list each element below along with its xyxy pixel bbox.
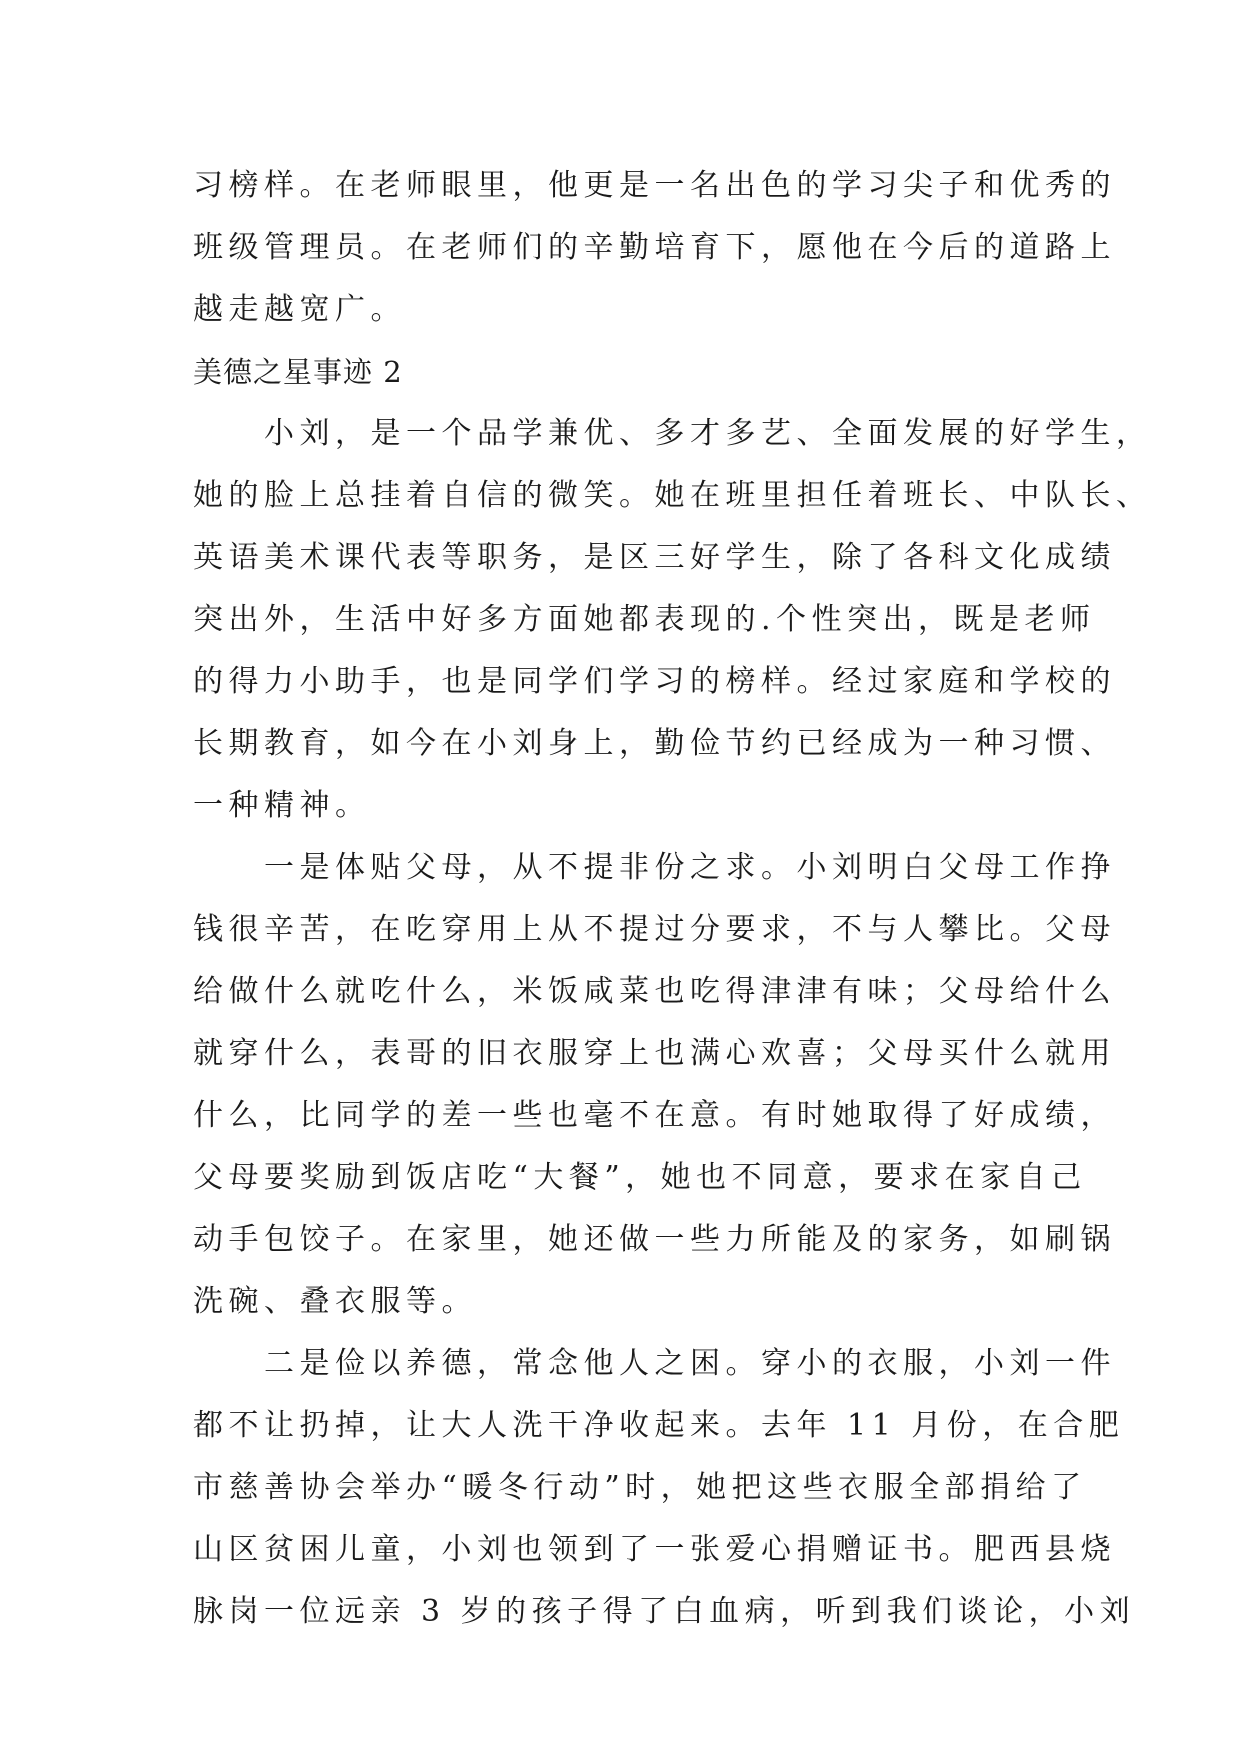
text-line: 的得力小助手，也是同学们学习的榜样。经过家庭和学校的 [193, 664, 1116, 699]
section-title: 美德之星事迹 2 [193, 355, 403, 389]
text-line: 英语美术课代表等职务，是区三好学生，除了各科文化成绩 [193, 540, 1116, 575]
text-line: 一是体贴父母，从不提非份之求。小刘明白父母工作挣 [193, 850, 1116, 885]
text-line: 都不让扔掉，让大人洗干净收起来。去年 11 月份，在合肥 [193, 1408, 1125, 1443]
text-line: 习榜样。在老师眼里，他更是一名出色的学习尖子和优秀的 [193, 168, 1116, 203]
text-line: 什么，比同学的差一些也毫不在意。有时她取得了好成绩， [193, 1098, 1116, 1133]
text-line: 她的脸上总挂着自信的微笑。她在班里担任着班长、中队长、 [193, 478, 1152, 513]
text-line: 就穿什么，表哥的旧衣服穿上也满心欢喜；父母买什么就用 [193, 1036, 1116, 1071]
paragraph-1 [193, 403, 1152, 837]
text-line: 突出外，生活中好多方面她都表现的.个性突出，既是老师 [193, 602, 1096, 637]
text-line: 二是俭以养德，常念他人之困。穿小的衣服，小刘一件 [193, 1346, 1116, 1381]
text-line: 长期教育，如今在小刘身上，勤俭节约已经成为一种习惯、 [193, 726, 1116, 761]
text-line: 父母要奖励到饭店吃“大餐”，她也不同意，要求在家自己 [193, 1160, 1087, 1195]
text-line: 越走越宽广。 [193, 292, 406, 327]
text-line: 给做什么就吃什么，米饭咸菜也吃得津津有味；父母给什么 [193, 974, 1116, 1009]
text-line: 洗碗、叠衣服等。 [193, 1284, 477, 1319]
text-line: 山区贫困儿童，小刘也领到了一张爱心捐赠证书。肥西县烧 [193, 1532, 1116, 1567]
text-line: 脉岗一位远亲 3 岁的孩子得了白血病，听到我们谈论，小刘 [193, 1594, 1136, 1629]
text-line: 班级管理员。在老师们的辛勤培育下，愿他在今后的道路上 [193, 230, 1116, 265]
text-line: 动手包饺子。在家里，她还做一些力所能及的家务，如刷锅 [193, 1222, 1116, 1257]
paragraph-3 [193, 1333, 1136, 1643]
text-line: 小刘，是一个品学兼优、多才多艺、全面发展的好学生， [193, 416, 1152, 451]
text-line: 钱很辛苦，在吃穿用上从不提过分要求，不与人攀比。父母 [193, 912, 1116, 947]
text-line: 一种精神。 [193, 788, 371, 823]
intro-paragraph [193, 155, 1116, 341]
document-page [193, 155, 1152, 1643]
text-line: 市慈善协会举办“暖冬行动”时，她把这些衣服全部捐给了 [193, 1470, 1087, 1505]
paragraph-2 [193, 837, 1116, 1333]
